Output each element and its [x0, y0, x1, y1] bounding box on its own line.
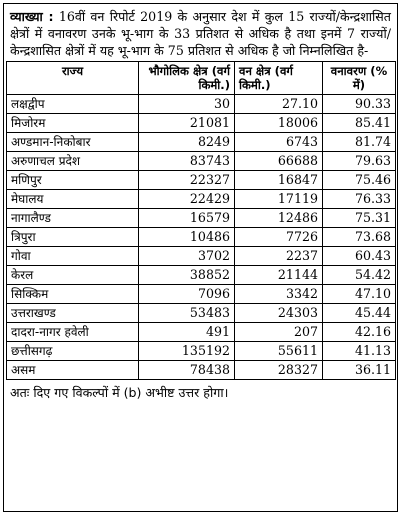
cell-geo-area: 38852: [139, 266, 235, 285]
cell-forest-area: 27.10: [235, 95, 323, 114]
cell-state: मणिपुर: [7, 171, 139, 190]
cell-state: असम: [7, 361, 139, 380]
cell-state: अण्डमान-निकोबार: [7, 133, 139, 152]
cell-forest-area: 7726: [235, 228, 323, 247]
cell-geo-area: 53483: [139, 304, 235, 323]
table-row: [7, 114, 396, 133]
explanation-text: 16वीं वन रिपोर्ट 2019 के अनुसार देश में कुल 15 राज्यों/केन्द्रशासित क्षेत्रों में वनावरण उनके भू-भाग के 33 प्रतिशत से अधिक है तथा इनमें 7 राज्यों/केन्द्रशासित क्षेत्रों में यह भू-भाग के 75 प्रतिशत से अधिक है जो निम्नलिखित है-: [10, 9, 391, 58]
cell-state: मेघालय: [7, 190, 139, 209]
table-row: [7, 285, 396, 304]
cell-geo-area: 78438: [139, 361, 235, 380]
table-header-row: [7, 62, 396, 95]
cell-state: लक्षद्वीप: [7, 95, 139, 114]
cell-state: गोवा: [7, 247, 139, 266]
explanation-box: [3, 3, 398, 512]
cell-state: सिक्किम: [7, 285, 139, 304]
cell-forest-cover: 75.46: [323, 171, 396, 190]
cell-forest-cover: 76.33: [323, 190, 396, 209]
table-row: [7, 228, 396, 247]
cell-forest-cover: 85.41: [323, 114, 396, 133]
cell-geo-area: 3702: [139, 247, 235, 266]
table-row: [7, 190, 396, 209]
table-row: [7, 133, 396, 152]
cell-forest-cover: 36.11: [323, 361, 396, 380]
cell-forest-area: 207: [235, 323, 323, 342]
cell-forest-cover: 90.33: [323, 95, 396, 114]
cell-geo-area: 10486: [139, 228, 235, 247]
table-row: [7, 304, 396, 323]
table-body: [7, 95, 396, 380]
cell-forest-area: 28327: [235, 361, 323, 380]
explanation-lead: व्याख्या :: [10, 9, 54, 24]
header-forest-area: वन क्षेत्र (वर्ग किमी.): [235, 62, 323, 95]
cell-forest-cover: 60.43: [323, 247, 396, 266]
cell-forest-cover: 73.68: [323, 228, 396, 247]
cell-forest-cover: 45.44: [323, 304, 396, 323]
table-row: [7, 247, 396, 266]
cell-forest-cover: 81.74: [323, 133, 396, 152]
cell-forest-area: 21144: [235, 266, 323, 285]
conclusion-text: अतः दिए गए विकल्पों में (b) अभीष्ट उत्तर होगा।: [10, 385, 229, 400]
cell-forest-area: 2237: [235, 247, 323, 266]
cell-state: मिजोरम: [7, 114, 139, 133]
cell-forest-area: 55611: [235, 342, 323, 361]
header-state: राज्य: [7, 62, 139, 95]
table-row: [7, 152, 396, 171]
cell-state: त्रिपुरा: [7, 228, 139, 247]
cell-forest-cover: 41.13: [323, 342, 396, 361]
table-row: [7, 209, 396, 228]
cell-forest-cover: 75.31: [323, 209, 396, 228]
cell-forest-area: 18006: [235, 114, 323, 133]
cell-geo-area: 21081: [139, 114, 235, 133]
cell-forest-cover: 79.63: [323, 152, 396, 171]
cell-geo-area: 135192: [139, 342, 235, 361]
cell-geo-area: 22327: [139, 171, 235, 190]
cell-geo-area: 16579: [139, 209, 235, 228]
table-row: [7, 361, 396, 380]
cell-forest-area: 66688: [235, 152, 323, 171]
cell-state: नागालैण्ड: [7, 209, 139, 228]
cell-geo-area: 8249: [139, 133, 235, 152]
cell-geo-area: 83743: [139, 152, 235, 171]
header-forest-cover: वनावरण (% में): [323, 62, 396, 95]
cell-geo-area: 22429: [139, 190, 235, 209]
cell-geo-area: 491: [139, 323, 235, 342]
cell-forest-area: 16847: [235, 171, 323, 190]
cell-state: केरल: [7, 266, 139, 285]
cell-forest-cover: 42.16: [323, 323, 396, 342]
table-row: [7, 95, 396, 114]
forest-cover-table: [6, 61, 396, 380]
cell-state: उत्तराखण्ड: [7, 304, 139, 323]
explanation-paragraph: [4, 4, 397, 61]
cell-forest-cover: 54.42: [323, 266, 396, 285]
cell-forest-area: 17119: [235, 190, 323, 209]
cell-forest-area: 6743: [235, 133, 323, 152]
cell-forest-area: 12486: [235, 209, 323, 228]
header-geo-area: भौगोलिक क्षेत्र (वर्ग किमी.): [139, 62, 235, 95]
table-row: [7, 342, 396, 361]
cell-state: दादरा-नागर हवेली: [7, 323, 139, 342]
table-row: [7, 266, 396, 285]
table-row: [7, 323, 396, 342]
cell-geo-area: 30: [139, 95, 235, 114]
cell-state: छत्तीसगढ़: [7, 342, 139, 361]
cell-geo-area: 7096: [139, 285, 235, 304]
table-row: [7, 171, 396, 190]
cell-state: अरुणाचल प्रदेश: [7, 152, 139, 171]
cell-forest-cover: 47.10: [323, 285, 396, 304]
cell-forest-area: 24303: [235, 304, 323, 323]
cell-forest-area: 3342: [235, 285, 323, 304]
